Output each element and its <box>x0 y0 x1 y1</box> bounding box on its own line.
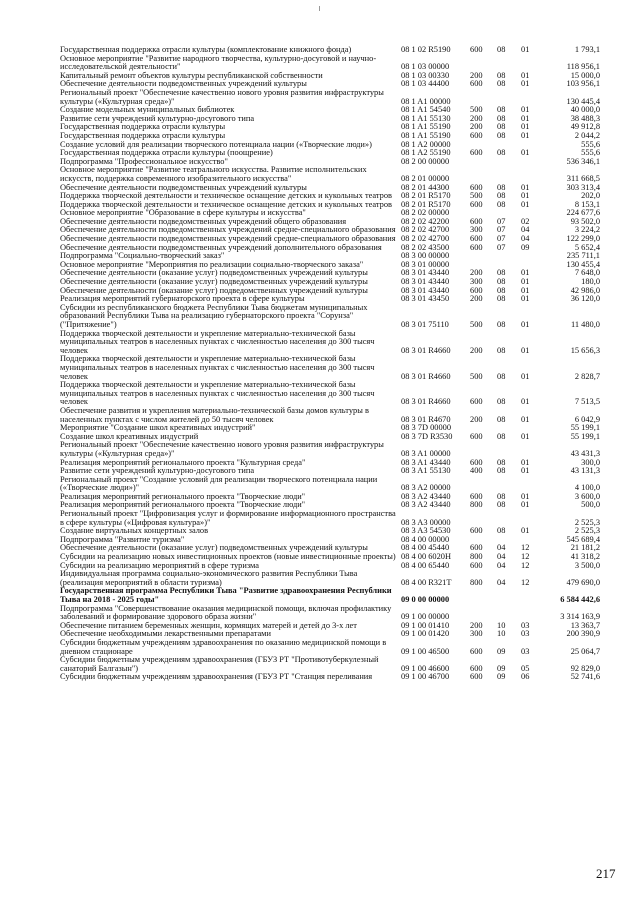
row-name: Основное мероприятие "Развитие народного творчества, культурно-досуговой и научно-исследовательской деятельности" <box>60 53 377 72</box>
row-pr: 01 <box>521 371 530 381</box>
row-code: 08 3 01 75110 <box>401 320 449 329</box>
row-name: Реализация мероприятий губернаторского проекта в сфере культуры <box>60 294 305 304</box>
row-sum: 555,6 <box>581 148 600 158</box>
row-rz: 04 <box>497 552 506 562</box>
row-code: 08 1 A1 55190 <box>401 122 451 132</box>
row-sum: 130 455,4 <box>566 259 600 269</box>
row-code: 09 1 00 00000 <box>401 612 450 622</box>
row-sum: 200 390,9 <box>566 629 600 639</box>
row-sum: 130 445,4 <box>566 96 600 106</box>
row-vr: 600 <box>470 45 483 54</box>
row-code: 08 1 A1 55190 <box>401 130 451 140</box>
row-name: Основное мероприятие "Образование в сфере культуры и искусства" <box>60 208 306 218</box>
row-vr: 200 <box>470 345 483 355</box>
table-row <box>60 673 600 682</box>
row-pr: 01 <box>521 148 530 158</box>
row-vr: 600 <box>470 148 483 158</box>
table-row <box>60 587 600 604</box>
row-code: 09 1 00 46600 <box>401 663 450 673</box>
row-sum: 122 299,0 <box>566 234 600 244</box>
row-vr: 600 <box>470 216 483 226</box>
row-rz: 08 <box>497 491 506 501</box>
row-pr: 01 <box>521 466 530 476</box>
row-rz: 08 <box>497 320 506 329</box>
row-name: Подпрограмма "Развитие туризма" <box>60 534 185 544</box>
row-name: Создание виртуальных концертных залов <box>60 526 209 536</box>
row-code: 08 2 01 R5170 <box>401 191 451 201</box>
row-vr: 500 <box>470 371 483 381</box>
row-code: 08 3 A2 43440 <box>401 500 451 510</box>
row-pr: 01 <box>521 277 530 287</box>
row-name: Региональный проект "Обеспечение качественно нового уровня развития инфраструктуры культуры («Культурная среда»)" <box>60 440 384 458</box>
row-rz: 08 <box>497 500 506 510</box>
row-vr: 500 <box>470 191 483 201</box>
row-pr: 06 <box>521 672 530 682</box>
row-code: 09 1 00 46500 <box>401 646 450 656</box>
row-name: Субсидии бюджетным учреждениям здравоохранения (ГБУЗ РТ "Противотуберкулезный санаторий Балгазын") <box>60 655 379 673</box>
row-pr: 01 <box>521 500 530 510</box>
row-pr: 12 <box>521 577 530 587</box>
row-vr: 600 <box>470 457 483 467</box>
row-vr: 600 <box>470 182 483 192</box>
row-vr: 300 <box>470 629 483 639</box>
row-code: 08 4 00 6020H <box>401 552 452 562</box>
row-name: Государственная поддержка отрасли культуры (комплектование книжного фонда) <box>60 45 352 54</box>
row-sum: 15 000,0 <box>570 70 600 80</box>
table-row <box>60 441 600 458</box>
row-vr: 600 <box>470 560 483 570</box>
row-rz: 08 <box>497 268 506 278</box>
row-name: Капитальный ремонт объектов культуры республиканской собственности <box>60 70 323 80</box>
row-name: Подпрограмма "Совершенствование оказания медицинской помощи, включая профилактику заболеваний и формирование здорового образа жизни" <box>60 603 392 622</box>
row-pr: 01 <box>521 182 530 192</box>
row-sum: 1 793,1 <box>574 45 600 54</box>
row-name: Поддержка творческой деятельности и укрепление материально-технической базы муниципальных театров в населенных пунктах с численностью населения до 300 тысяч человек <box>60 328 375 355</box>
row-code: 08 3 7D R3530 <box>401 431 453 441</box>
row-sum: 11 480,0 <box>570 320 600 329</box>
row-sum: 500,0 <box>581 500 600 510</box>
row-code: 08 2 00 00000 <box>401 156 450 166</box>
row-name: Региональный проект "Создание условий для реализации творческого потенциала нации («Творческие люди»)" <box>60 474 378 493</box>
row-code: 08 3 A3 00000 <box>401 517 451 527</box>
row-sum: 38 488,3 <box>570 113 600 123</box>
row-name: Создание школ креативных индустрий <box>60 431 199 441</box>
row-pr: 03 <box>521 646 530 656</box>
row-pr: 01 <box>521 268 530 278</box>
row-code: 08 3 A1 43440 <box>401 457 451 467</box>
row-name: Создание модельных муниципальных библиотек <box>60 105 235 115</box>
row-vr: 500 <box>470 105 483 115</box>
row-sum: 6 042,9 <box>574 414 600 424</box>
row-rz: 08 <box>497 130 506 140</box>
table-row <box>60 605 600 622</box>
row-sum: 43 431,3 <box>570 448 600 458</box>
row-name: Реализация мероприятий регионального проекта "Творческие люди" <box>60 491 306 501</box>
row-code: 08 1 A1 00000 <box>401 96 451 106</box>
row-vr: 600 <box>470 130 483 140</box>
row-rz: 08 <box>497 414 506 424</box>
row-name: Мероприятие "Создание школ креативных индустрий" <box>60 423 256 433</box>
row-vr: 600 <box>470 543 483 553</box>
row-sum: 40 000,0 <box>570 105 600 115</box>
row-pr: 01 <box>521 130 530 140</box>
row-vr: 300 <box>470 225 483 235</box>
row-sum: 15 656,3 <box>570 345 600 355</box>
row-pr: 01 <box>521 113 530 123</box>
row-name: Обеспечение деятельности подведомственных учреждений средне-специального образования <box>60 234 396 244</box>
table-row <box>60 166 600 183</box>
row-pr: 01 <box>521 431 530 441</box>
row-code: 08 3 01 R4660 <box>401 345 451 355</box>
row-vr: 600 <box>470 242 483 252</box>
row-code: 08 1 03 44400 <box>401 79 450 89</box>
row-code: 08 4 00 65440 <box>401 560 450 570</box>
row-rz: 07 <box>497 216 506 226</box>
row-sum: 118 956,1 <box>566 62 600 72</box>
row-code: 08 2 01 44300 <box>401 182 450 192</box>
row-code: 08 3 A1 55130 <box>401 466 451 476</box>
row-vr: 600 <box>470 672 483 682</box>
row-code: 08 3 01 43440 <box>401 268 450 278</box>
row-name: Основное мероприятие "Развитие театрального искусства. Развитие исполнительских искусств, поддержка современного изобразительного искусства" <box>60 165 367 183</box>
row-code: 08 3 00 00000 <box>401 251 450 261</box>
row-pr: 12 <box>521 543 530 553</box>
row-name: Обеспечение деятельности (оказание услуг) подведомственных учреждений культуры <box>60 268 368 278</box>
row-code: 09 1 00 01420 <box>401 629 450 639</box>
row-sum: 479 690,0 <box>566 577 600 587</box>
row-sum: 2 044,2 <box>574 130 600 140</box>
row-rz: 08 <box>497 182 506 192</box>
row-name: Поддержка творческой деятельности и укрепление материально-технической базы муниципальных театров в населенных пунктах с численностью населения до 300 тысяч человек <box>60 380 375 407</box>
table-row <box>60 639 600 656</box>
row-name: Индивидуальная программа социально-экономического развития Республики Тыва (реализация мероприятий в области туризма) <box>60 569 358 587</box>
row-code: 08 3 A3 54530 <box>401 526 451 536</box>
row-code: 08 2 01 00000 <box>401 173 450 183</box>
row-sum: 180,0 <box>581 277 600 287</box>
row-vr: 600 <box>470 79 483 89</box>
row-name: Субсидии на реализацию новых инвестиционных проектов (новые инвестиционные проекты) <box>60 552 396 562</box>
row-vr: 200 <box>470 70 483 80</box>
row-sum: 6 584 442,6 <box>560 595 600 604</box>
row-vr: 200 <box>470 294 483 304</box>
row-vr: 500 <box>470 320 483 329</box>
row-sum: 300,0 <box>581 457 600 467</box>
table-row <box>60 656 600 673</box>
row-name: Государственная программа Республики Тыва "Развитие здравоохранения Республики Тыва на 2018 - 2025 годы" <box>60 586 392 604</box>
table-row <box>60 381 600 407</box>
row-rz: 09 <box>497 663 506 673</box>
row-vr: 200 <box>470 113 483 123</box>
row-name: Обеспечение деятельности подведомственных учреждений дополнительного образования <box>60 242 382 252</box>
row-rz: 07 <box>497 225 506 235</box>
table-row <box>60 89 600 106</box>
row-pr: 01 <box>521 457 530 467</box>
row-name: Государственная поддержка отрасли культуры <box>60 130 226 140</box>
row-code: 08 3 A2 00000 <box>401 483 451 493</box>
row-vr: 600 <box>470 234 483 244</box>
row-vr: 200 <box>470 122 483 132</box>
row-code: 08 2 02 00000 <box>401 208 450 218</box>
table-row <box>60 510 600 527</box>
row-name: Государственная поддержка отрасли культуры <box>60 122 226 132</box>
row-sum: 536 346,1 <box>566 156 600 166</box>
row-sum: 2 525,3 <box>574 526 600 536</box>
row-rz: 07 <box>497 234 506 244</box>
row-sum: 7 648,0 <box>574 268 600 278</box>
row-name: Развитие сети учреждений культурно-досугового типа <box>60 113 255 123</box>
row-name: Обеспечение питанием беременных женщин, кормящих матерей и детей до 3-х лет <box>60 620 357 630</box>
row-rz: 08 <box>497 457 506 467</box>
row-name: Субсидии из республиканского бюджета Республики Тыва бюджетам муниципальных образований Республики Тыва на реализацию губернаторского проекта "Сорунза" ("Притяжение") <box>60 302 368 329</box>
row-rz: 08 <box>497 397 506 407</box>
row-vr: 300 <box>470 277 483 287</box>
row-rz: 09 <box>497 646 506 656</box>
row-code: 08 1 03 00330 <box>401 70 450 80</box>
row-sum: 49 912,8 <box>570 122 600 132</box>
row-sum: 13 363,7 <box>570 620 600 630</box>
row-sum: 235 711,1 <box>566 251 600 261</box>
row-rz: 08 <box>497 466 506 476</box>
row-sum: 43 131,3 <box>570 466 600 476</box>
row-rz: 08 <box>497 371 506 381</box>
row-sum: 311 668,5 <box>566 173 600 183</box>
row-rz: 04 <box>497 560 506 570</box>
row-sum: 202,0 <box>581 191 600 201</box>
row-sum: 55 199,1 <box>570 431 600 441</box>
row-name: Обеспечение деятельности подведомственных учреждений культуры <box>60 182 307 192</box>
row-vr: 600 <box>470 646 483 656</box>
row-code: 08 1 03 00000 <box>401 62 450 72</box>
row-pr: 09 <box>521 242 530 252</box>
row-code: 08 4 00 R321T <box>401 577 452 587</box>
row-sum: 55 199,1 <box>570 423 600 433</box>
row-vr: 400 <box>470 466 483 476</box>
row-sum: 224 677,6 <box>566 208 600 218</box>
row-rz: 08 <box>497 148 506 158</box>
row-rz: 10 <box>497 620 506 630</box>
row-code: 08 2 02 42200 <box>401 216 450 226</box>
row-sum: 2 828,7 <box>574 371 600 381</box>
row-pr: 01 <box>521 45 530 54</box>
row-pr: 01 <box>521 70 530 80</box>
row-sum: 41 318,2 <box>570 552 600 562</box>
row-vr: 200 <box>470 268 483 278</box>
row-code: 08 3 01 43450 <box>401 294 450 304</box>
row-rz: 08 <box>497 122 506 132</box>
row-sum: 3 224,2 <box>574 225 600 235</box>
row-vr: 200 <box>470 620 483 630</box>
row-rz: 07 <box>497 242 506 252</box>
row-sum: 42 986,0 <box>570 285 600 295</box>
table-row <box>60 55 600 72</box>
row-pr: 02 <box>521 216 530 226</box>
row-sum: 93 502,0 <box>570 216 600 226</box>
row-rz: 04 <box>497 543 506 553</box>
table-row <box>60 570 600 587</box>
row-rz: 08 <box>497 431 506 441</box>
row-rz: 08 <box>497 199 506 209</box>
row-pr: 01 <box>521 122 530 132</box>
row-name: Обеспечение деятельности (оказание услуг) подведомственных учреждений культуры <box>60 285 368 295</box>
row-pr: 04 <box>521 225 530 235</box>
row-code: 09 0 00 00000 <box>401 595 450 604</box>
row-sum: 103 956,1 <box>566 79 600 89</box>
row-pr: 01 <box>521 191 530 201</box>
row-sum: 3 500,0 <box>574 560 600 570</box>
row-pr: 01 <box>521 294 530 304</box>
row-code: 08 4 00 45440 <box>401 543 450 553</box>
row-code: 08 3 01 R4660 <box>401 397 451 407</box>
row-pr: 01 <box>521 491 530 501</box>
row-name: Обеспечение деятельности подведомственных учреждений культуры <box>60 79 307 89</box>
row-code: 08 2 01 R5170 <box>401 199 451 209</box>
row-vr: 600 <box>470 663 483 673</box>
row-vr: 600 <box>470 397 483 407</box>
row-name: Субсидии бюджетным учреждениям здравоохранения по оказанию медицинской помощи в дневном стационаре <box>60 637 387 656</box>
row-pr: 01 <box>521 320 530 329</box>
row-rz: 08 <box>497 345 506 355</box>
row-name: Обеспечение деятельности (оказание услуг) подведомственных учреждений культуры <box>60 543 368 553</box>
row-name: Реализация мероприятий регионального проекта "Творческие люди" <box>60 500 306 510</box>
row-sum: 555,6 <box>581 139 600 149</box>
row-sum: 303 313,4 <box>566 182 600 192</box>
row-rz: 08 <box>497 79 506 89</box>
row-code: 08 3 01 43440 <box>401 285 450 295</box>
row-vr: 200 <box>470 414 483 424</box>
row-pr: 01 <box>521 105 530 115</box>
table-row <box>60 330 600 356</box>
row-name: Обеспечение развития и укрепления материально-технической базы домов культуры в населенных пунктах с числом жителей до 50 тысяч человек <box>60 405 369 424</box>
row-rz: 10 <box>497 629 506 639</box>
row-code: 09 1 00 46700 <box>401 672 450 682</box>
row-vr: 800 <box>470 552 483 562</box>
row-pr: 01 <box>521 345 530 355</box>
scan-mark <box>319 6 320 11</box>
row-sum: 3 600,0 <box>574 491 600 501</box>
row-pr: 03 <box>521 620 530 630</box>
row-code: 08 1 02 R5190 <box>401 45 451 54</box>
row-code: 08 3 01 43440 <box>401 277 450 287</box>
row-name: Поддержка творческой деятельности и техническое оснащение детских и кукольных театров <box>60 191 393 201</box>
row-name: Региональный проект "Обеспечение качественно нового уровня развития инфраструктуры культуры («Культурная среда»)" <box>60 87 384 106</box>
row-sum: 25 064,7 <box>570 646 600 656</box>
row-sum: 92 829,0 <box>570 663 600 673</box>
row-pr: 01 <box>521 199 530 209</box>
row-name: Субсидии на реализацию мероприятий в сфере туризма <box>60 560 260 570</box>
row-name: Создание условий для реализации творческого потенциала нации («Творческие люди») <box>60 139 372 149</box>
row-code: 08 1 A1 55130 <box>401 113 451 123</box>
row-code: 09 1 00 01410 <box>401 620 450 630</box>
row-rz: 08 <box>497 277 506 287</box>
row-pr: 01 <box>521 285 530 295</box>
row-name: Развитие сети учреждений культурно-досугового типа <box>60 466 255 476</box>
row-sum: 7 513,5 <box>574 397 600 407</box>
row-rz: 08 <box>497 113 506 123</box>
row-vr: 600 <box>470 199 483 209</box>
row-pr: 12 <box>521 552 530 562</box>
row-code: 08 3 01 R4670 <box>401 414 451 424</box>
row-code: 08 2 02 42700 <box>401 234 450 244</box>
row-vr: 600 <box>470 431 483 441</box>
row-code: 08 2 02 43500 <box>401 242 450 252</box>
row-rz: 08 <box>497 526 506 536</box>
row-name: Основное мероприятие "Мероприятия по реализации социально-творческого заказа" <box>60 259 364 269</box>
row-sum: 36 120,0 <box>570 294 600 304</box>
row-vr: 600 <box>470 526 483 536</box>
row-vr: 800 <box>470 500 483 510</box>
row-sum: 52 741,6 <box>570 672 600 682</box>
row-code: 08 1 A2 00000 <box>401 139 451 149</box>
row-pr: 01 <box>521 414 530 424</box>
row-sum: 5 652,4 <box>574 242 600 252</box>
row-code: 08 1 A2 55190 <box>401 148 451 158</box>
row-name: Подпрограмма "Социально-творческий заказ" <box>60 251 225 261</box>
row-name: Реализация мероприятий регионального проекта "Культурная среда" <box>60 457 306 467</box>
table-row <box>60 407 600 424</box>
row-sum: 4 100,0 <box>574 483 600 493</box>
row-name: Субсидии бюджетным учреждениям здравоохранения (ГБУЗ РТ "Станция переливания <box>60 672 373 682</box>
row-code: 08 3 A2 43440 <box>401 491 451 501</box>
row-sum: 8 153,1 <box>574 199 600 209</box>
row-code: 08 3 A1 00000 <box>401 448 451 458</box>
row-code: 08 3 01 00000 <box>401 259 450 269</box>
row-sum: 3 314 163,9 <box>560 612 600 622</box>
row-vr: 600 <box>470 285 483 295</box>
row-vr: 600 <box>470 491 483 501</box>
row-name: Региональный проект "Цифровизация услуг и формирование информационного пространства в сфере культуры («Цифровая культура»)" <box>60 509 396 527</box>
row-pr: 04 <box>521 234 530 244</box>
row-rz: 04 <box>497 577 506 587</box>
table-row <box>60 355 600 381</box>
row-pr: 01 <box>521 397 530 407</box>
row-rz: 08 <box>497 191 506 201</box>
row-sum: 2 525,3 <box>574 517 600 527</box>
row-name: Обеспечение деятельности подведомственных учреждений средне-специального образования <box>60 225 396 235</box>
row-rz: 08 <box>497 45 506 54</box>
row-name: Обеспечение необходимыми лекарственными препаратами <box>60 629 271 639</box>
row-rz: 08 <box>497 70 506 80</box>
page-number: 217 <box>596 866 616 881</box>
row-code: 08 4 00 00000 <box>401 534 450 544</box>
row-code: 08 2 02 42700 <box>401 225 450 235</box>
row-pr: 01 <box>521 79 530 89</box>
row-code: 08 1 A1 54540 <box>401 105 451 115</box>
row-sum: 21 181,2 <box>570 543 600 553</box>
row-rz: 08 <box>497 294 506 304</box>
row-pr: 01 <box>521 526 530 536</box>
row-sum: 545 689,4 <box>566 534 600 544</box>
row-vr: 800 <box>470 577 483 587</box>
row-pr: 12 <box>521 560 530 570</box>
row-rz: 09 <box>497 672 506 682</box>
row-code: 08 3 01 R4660 <box>401 371 451 381</box>
row-rz: 08 <box>497 105 506 115</box>
row-rz: 08 <box>497 285 506 295</box>
row-pr: 03 <box>521 629 530 639</box>
row-code: 08 3 7D 00000 <box>401 423 452 433</box>
row-name: Поддержка творческой деятельности и укрепление материально-технической базы муниципальных театров в населенных пунктах с численностью населения до 300 тысяч человек <box>60 354 375 381</box>
row-name: Государственная поддержка отрасли культуры (поощрение) <box>60 148 273 158</box>
table-row <box>60 476 600 493</box>
row-pr: 05 <box>521 663 530 673</box>
row-name: Подпрограмма "Профессиональное искусство" <box>60 156 228 166</box>
row-name: Обеспечение деятельности (оказание услуг) подведомственных учреждений культуры <box>60 277 368 287</box>
row-name: Поддержка творческой деятельности и техническое оснащение детских и кукольных театров <box>60 199 393 209</box>
table-row <box>60 304 600 330</box>
budget-table <box>60 46 600 682</box>
row-name: Обеспечение деятельности подведомственных учреждений общего образования <box>60 216 347 226</box>
